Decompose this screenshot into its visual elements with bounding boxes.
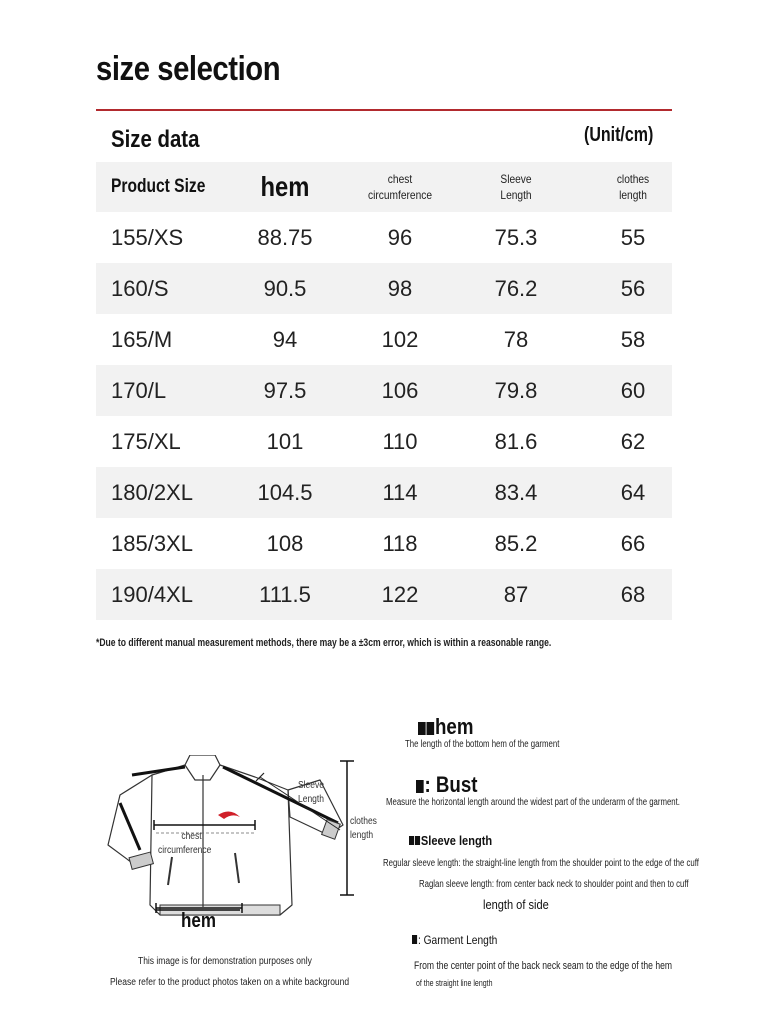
cell-size: 155/XS (111, 224, 184, 250)
cell-hem: 90.5 (263, 275, 307, 301)
table-row (96, 569, 672, 620)
table-row (96, 365, 672, 416)
def-bust-text: Measure the horizontal length around the widest part of the underarm of the garment. (386, 797, 680, 808)
cell-hem: 88.75 (257, 224, 313, 250)
cell-hem: 111.5 (259, 581, 311, 607)
cell-size: 170/L (111, 377, 167, 403)
sleeve-label-line2: Length (298, 794, 325, 805)
def-garment-title-text: : Garment Length (417, 933, 498, 947)
sleeve-label-line1: Sleeve (298, 780, 324, 791)
chest-label-line1: chest (181, 831, 202, 842)
cell-chest: 114 (382, 479, 418, 505)
header-sleeve-line1: Sleeve (500, 172, 532, 186)
cell-chest: 106 (381, 377, 419, 403)
table-row (96, 212, 672, 263)
def-sleeve-text2: Raglan sleeve length: from center back neck to shoulder point and then to cuff (419, 879, 689, 890)
def-bust-title-text: : Bust (424, 772, 478, 797)
measurement-note: *Due to different manual measurement methods, there may be a ±3cm error, which is within a reasonable range. (96, 637, 552, 649)
header-chest (358, 171, 443, 203)
def-hem-title (418, 714, 473, 740)
header-clothes-length (591, 171, 676, 203)
cell-hem: 101 (266, 428, 304, 454)
def-hem-title-text: hem (435, 714, 474, 739)
cell-size: 175/XL (111, 428, 181, 454)
cell-length: 62 (620, 428, 646, 454)
cell-chest: 98 (387, 275, 413, 301)
header-sleeve-line2: Length (500, 188, 532, 202)
cell-sleeve: 78 (503, 326, 529, 352)
header-chest-line1: chest (387, 172, 413, 186)
cell-sleeve: 85.2 (494, 530, 538, 556)
def-garment-title (412, 933, 497, 947)
header-chest-line2: circumference (367, 188, 433, 202)
def-garment-text2: of the straight line length (416, 978, 493, 988)
cell-size: 190/4XL (111, 581, 193, 607)
cell-size: 185/3XL (111, 530, 193, 556)
page-title: size selection (96, 50, 281, 88)
cell-sleeve: 83.4 (494, 479, 538, 505)
header-hem: hem (260, 171, 310, 202)
missing-glyph-icon (415, 836, 420, 845)
cell-length: 58 (620, 326, 646, 352)
demo-notice-line1: This image is for demonstration purposes only (138, 956, 312, 967)
diagram-hem-label: hem (181, 910, 216, 932)
missing-glyph-icon (412, 935, 417, 944)
diagram-chest-label (158, 830, 211, 858)
clothes-label-line2: length (350, 830, 374, 841)
cell-hem: 97.5 (263, 377, 307, 403)
cell-chest: 96 (387, 224, 413, 250)
demo-notice-line2: Please refer to the product photos taken on a white background (110, 977, 350, 988)
def-sleeve-text1: Regular sleeve length: the straight-line length from the shoulder point to the edge of the cuff (383, 858, 699, 869)
cell-hem: 104.5 (257, 479, 313, 505)
clothes-label-line1: clothes (350, 816, 377, 827)
cell-sleeve: 79.8 (494, 377, 538, 403)
cell-length: 66 (620, 530, 646, 556)
cell-size: 180/2XL (111, 479, 193, 505)
table-row (96, 416, 672, 467)
cell-length: 64 (620, 479, 646, 505)
diagram-clothes-label (350, 815, 377, 843)
table-row (96, 467, 672, 518)
cell-sleeve: 81.6 (494, 428, 538, 454)
cell-chest: 110 (382, 428, 418, 454)
cell-chest: 102 (381, 326, 419, 352)
cell-chest: 122 (381, 581, 419, 607)
def-sleeve-title-text: Sleeve length (420, 833, 493, 848)
chest-label-line2: circumference (158, 845, 212, 856)
header-clothes-line2: length (619, 188, 647, 202)
missing-glyph-icon (427, 722, 435, 735)
table-row (96, 263, 672, 314)
header-clothes-line1: clothes (616, 172, 650, 186)
table-row (96, 518, 672, 569)
def-garment-text1: From the center point of the back neck seam to the edge of the hem (414, 960, 673, 972)
cell-chest: 118 (382, 530, 418, 556)
cell-length: 68 (620, 581, 646, 607)
cell-hem: 94 (272, 326, 298, 352)
missing-glyph-icon (409, 836, 414, 845)
def-hem-text: The length of the bottom hem of the garment (405, 739, 560, 750)
cell-sleeve: 76.2 (494, 275, 538, 301)
unit-label: (Unit/cm) (584, 124, 654, 146)
def-sleeve-title (409, 833, 492, 848)
missing-glyph-icon (416, 780, 424, 793)
cell-sleeve: 75.3 (494, 224, 538, 250)
table-row (96, 314, 672, 365)
cell-sleeve: 87 (503, 581, 529, 607)
def-bust-title (416, 772, 477, 798)
def-sleeve-text3: length of side (483, 897, 549, 912)
cell-size: 165/M (111, 326, 173, 352)
title-divider (96, 109, 672, 111)
header-product-size: Product Size (111, 176, 206, 197)
header-sleeve (474, 171, 559, 203)
size-table (96, 162, 672, 620)
cell-length: 55 (620, 224, 646, 250)
cell-length: 56 (620, 275, 646, 301)
table-header (96, 162, 672, 212)
table-subtitle: Size data (111, 126, 200, 153)
cell-size: 160/S (111, 275, 169, 301)
cell-hem: 108 (266, 530, 304, 556)
diagram-sleeve-label (298, 779, 324, 807)
jacket-diagram (100, 755, 390, 945)
cell-length: 60 (620, 377, 646, 403)
missing-glyph-icon (418, 722, 426, 735)
